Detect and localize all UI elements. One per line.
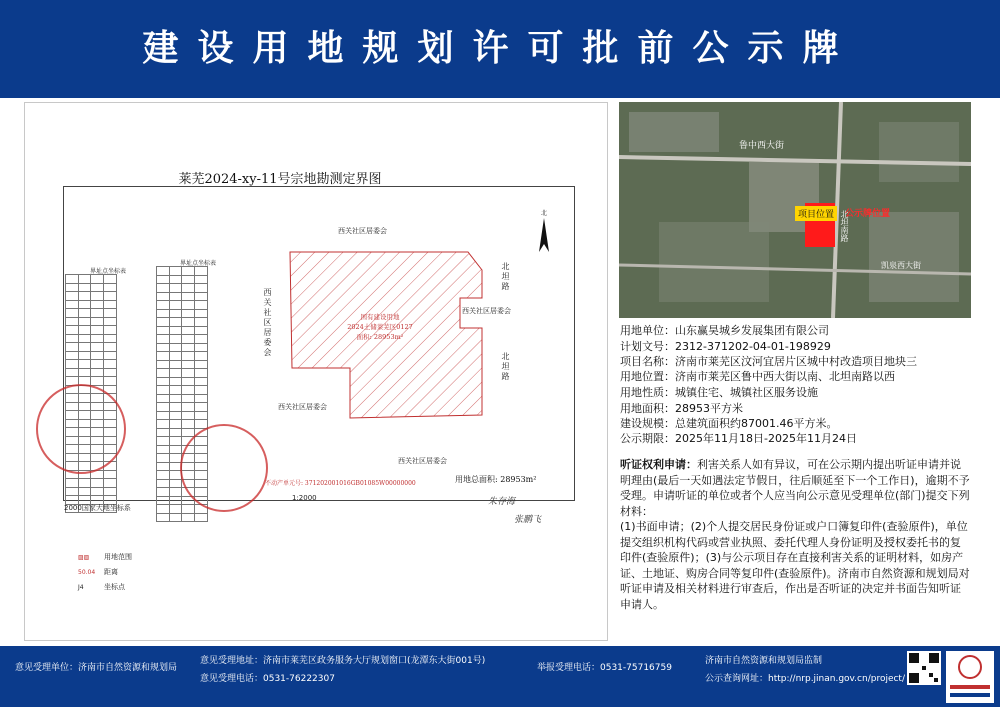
table-cell (66, 479, 79, 488)
table-cell (91, 317, 104, 326)
table-cell (182, 326, 195, 335)
table-row (157, 411, 208, 420)
table-cell (182, 352, 195, 361)
sat-sign-tag: 公示牌位置 (845, 209, 891, 219)
table-cell (194, 343, 207, 352)
hearing-materials: (1)书面申请；(2)个人提交居民身份证或户口簿复印件(查验原件)，单位提交组织机构代码或营业执照、委托代理人身份证明及授权委托书的复印件(查验原件)；(3)与公示项目存在直接利害关系的证明材料，如房产证、土地证、购房合同等复印件(查验原件)。济南市自然资源和规划局对听证申请及相关材料进行审查后，作出是否听证的决定并书面告知听证申请人。 (620, 520, 970, 611)
table-cell (169, 428, 182, 437)
road-right-2: 北坦路 (501, 352, 510, 382)
table-cell (182, 428, 195, 437)
table-cell (194, 377, 207, 386)
table-cell (91, 377, 104, 386)
table-cell (169, 496, 182, 505)
table-row (157, 394, 208, 403)
table-cell (157, 394, 170, 403)
table-cell (91, 360, 104, 369)
table-row (157, 352, 208, 361)
table-row (157, 369, 208, 378)
table-cell (169, 386, 182, 395)
legend-item-point: J4 坐标点 (78, 583, 125, 591)
map-scale: 1:2000 (292, 494, 317, 502)
table-row (157, 292, 208, 301)
table-cell (169, 335, 182, 344)
table-cell (182, 343, 195, 352)
table-cell (194, 318, 207, 327)
footer-opinion-phone: 意见受理电话：0531-76222307 (200, 674, 335, 684)
table-cell (194, 352, 207, 361)
table-cell (157, 471, 170, 480)
table-cell (91, 479, 104, 488)
table-cell (169, 292, 182, 301)
table-cell (194, 275, 207, 284)
table-row (157, 309, 208, 318)
table-cell (78, 479, 91, 488)
table-row (157, 343, 208, 352)
table-cell (182, 386, 195, 395)
table-cell (103, 309, 116, 318)
table-cell (66, 487, 79, 496)
satellite-image (619, 102, 971, 318)
table-cell (78, 368, 91, 377)
table-cell (157, 326, 170, 335)
table-cell (182, 292, 195, 301)
table-cell (157, 309, 170, 318)
neighbor-left: 西关社区居委会 (263, 288, 272, 358)
table-cell (194, 420, 207, 429)
signature-2: 张鹏飞 (514, 515, 542, 525)
table-cell (91, 351, 104, 360)
table-cell (169, 437, 182, 446)
table-cell (169, 505, 182, 514)
hearing-title: 听证权利申请： (620, 458, 697, 471)
table-cell (66, 317, 79, 326)
total-area-label: 用地总面积: 28953m² (455, 475, 537, 484)
table-cell (78, 275, 91, 284)
table-cell (103, 283, 116, 292)
footer-bar (0, 646, 1000, 707)
table-cell (157, 454, 170, 463)
table-cell (91, 334, 104, 343)
table-cell (157, 386, 170, 395)
table-cell (66, 275, 79, 284)
table-cell (182, 318, 195, 327)
table-cell (169, 394, 182, 403)
hearing-text: 利害关系人如有异议，可在公示期内提出听证申请并说明理由(最后一天如遇法定节假日，往后顺延至下一个工作日)，逾期不予受理。申请听证的单位或者个人应当向公示意见受理单位(部门)提交下列材料： (620, 458, 970, 518)
table-row (66, 479, 117, 488)
table-cell (194, 267, 207, 276)
table-cell (103, 292, 116, 301)
table-cell (103, 334, 116, 343)
table-cell (103, 470, 116, 479)
table-cell (182, 267, 195, 276)
table-cell (91, 292, 104, 301)
table-cell (157, 505, 170, 514)
table-cell (194, 284, 207, 293)
table-cell (78, 351, 91, 360)
table-cell (78, 334, 91, 343)
table-cell (157, 352, 170, 361)
neighbor-right: 西关社区居委会 (462, 307, 511, 315)
table-cell (194, 394, 207, 403)
coord-table-left-title: 界址点坐标表 (90, 268, 127, 275)
table-cell (169, 403, 182, 412)
table-cell (103, 300, 116, 309)
table-row (66, 300, 117, 309)
table-cell (78, 360, 91, 369)
table-row (157, 284, 208, 293)
table-cell (66, 309, 79, 318)
table-cell (194, 326, 207, 335)
table-cell (169, 326, 182, 335)
table-row (157, 335, 208, 344)
coord-table-right-title: 界址点坐标表 (180, 260, 217, 267)
table-cell (103, 351, 116, 360)
table-cell (182, 284, 195, 293)
table-cell (182, 411, 195, 420)
sat-project-tag: 项目位置 (795, 206, 837, 221)
footer-query-url[interactable]: 公示查询网址：http://nrp.jinan.gov.cn/project/ (705, 674, 905, 684)
table-cell (157, 479, 170, 488)
table-row (157, 318, 208, 327)
qr-code (907, 651, 941, 685)
table-cell (194, 386, 207, 395)
table-cell (78, 326, 91, 335)
table-cell (157, 462, 170, 471)
table-cell (194, 403, 207, 412)
signature-1: 朱存海 (488, 497, 516, 507)
table-cell (157, 488, 170, 497)
north-label: 北 (541, 210, 548, 217)
table-row (66, 368, 117, 377)
table-cell (169, 420, 182, 429)
footer-supervisor: 济南市自然资源和规划局监制 (705, 656, 823, 666)
table-cell (169, 411, 182, 420)
table-row (66, 326, 117, 335)
table-cell (194, 411, 207, 420)
table-cell (103, 479, 116, 488)
table-cell (91, 368, 104, 377)
table-cell (78, 343, 91, 352)
table-cell (103, 487, 116, 496)
table-cell (91, 309, 104, 318)
sat-road-3: 凯泉西大街 (881, 261, 921, 270)
table-cell (169, 275, 182, 284)
table-cell (169, 488, 182, 497)
table-cell (103, 317, 116, 326)
table-row (157, 386, 208, 395)
table-cell (78, 283, 91, 292)
table-cell (103, 275, 116, 284)
table-cell (157, 360, 170, 369)
table-cell (103, 360, 116, 369)
table-row (66, 334, 117, 343)
table-cell (157, 318, 170, 327)
table-cell (194, 309, 207, 318)
official-stamp-left (36, 384, 126, 474)
table-cell (157, 267, 170, 276)
table-cell (91, 487, 104, 496)
table-cell (157, 377, 170, 386)
road-right-1: 北坦路 (501, 262, 510, 292)
table-cell (157, 301, 170, 310)
table-row (66, 283, 117, 292)
table-row (157, 377, 208, 386)
table-cell (66, 351, 79, 360)
table-cell (169, 301, 182, 310)
table-cell (66, 360, 79, 369)
parcel-label: 国有建设用地 2024土储莱芜区0127 面积: 28953m² (347, 313, 413, 341)
table-cell (157, 343, 170, 352)
table-cell (66, 334, 79, 343)
table-cell (169, 479, 182, 488)
info-project-name: 项目名称：济南市莱芜区汶河宜居片区城中村改造项目地块三 (620, 355, 917, 368)
table-cell (157, 428, 170, 437)
table-row (66, 317, 117, 326)
page-title: 建设用地规划许可批前公示牌 (142, 28, 858, 69)
table-cell (157, 445, 170, 454)
table-cell (182, 309, 195, 318)
info-period: 公示期限：2025年11月18日-2025年11月24日 (620, 432, 857, 445)
info-location: 用地位置：济南市莱芜区鲁中西大街以南、北坦南路以西 (620, 370, 895, 383)
table-cell (66, 343, 79, 352)
info-land-nature: 用地性质：城镇住宅、城镇社区服务设施 (620, 386, 818, 399)
neighbor-bottom: 西关社区居委会 (398, 457, 447, 465)
table-cell (169, 343, 182, 352)
table-cell (169, 352, 182, 361)
table-cell (182, 275, 195, 284)
table-cell (66, 292, 79, 301)
table-row (66, 292, 117, 301)
table-cell (91, 300, 104, 309)
table-cell (194, 301, 207, 310)
table-cell (78, 292, 91, 301)
table-cell (182, 301, 195, 310)
official-stamp-right (180, 424, 268, 512)
table-cell (169, 309, 182, 318)
table-row (157, 505, 208, 514)
table-cell (78, 487, 91, 496)
info-plan-number: 计划文号：2312-371202-04-01-198929 (620, 340, 831, 353)
table-row (66, 309, 117, 318)
table-cell (157, 403, 170, 412)
table-cell (103, 343, 116, 352)
survey-map-title: 莱芜2024-xy-11号宗地勘测定界图 (178, 172, 382, 187)
table-cell (182, 513, 195, 522)
table-cell (157, 369, 170, 378)
table-cell (182, 369, 195, 378)
gov-badge (946, 651, 994, 703)
table-row (66, 343, 117, 352)
table-row (66, 487, 117, 496)
table-row (66, 360, 117, 369)
legend-item-range: ▨▨ 用地范围 (78, 553, 132, 561)
table-cell (66, 368, 79, 377)
table-row (157, 360, 208, 369)
table-cell (194, 369, 207, 378)
table-cell (169, 377, 182, 386)
table-cell (91, 283, 104, 292)
table-cell (182, 420, 195, 429)
table-row (157, 301, 208, 310)
table-cell (66, 283, 79, 292)
table-cell (66, 326, 79, 335)
table-cell (157, 275, 170, 284)
table-cell (66, 300, 79, 309)
table-cell (157, 437, 170, 446)
coordinate-datum: 2000国家大地坐标系 (64, 504, 131, 512)
table-cell (182, 360, 195, 369)
table-cell (103, 368, 116, 377)
table-row (157, 275, 208, 284)
hearing-rights (620, 457, 970, 612)
neighbor-top: 西关社区居委会 (338, 227, 387, 235)
table-cell (182, 403, 195, 412)
info-build-scale: 建设规模：总建筑面积约87001.46平方米。 (620, 417, 838, 430)
table-cell (157, 292, 170, 301)
table-cell (169, 360, 182, 369)
table-cell (157, 284, 170, 293)
footer-report-phone: 举报受理电话：0531-75716759 (537, 663, 672, 673)
sat-road-2: 北坦南路 (840, 210, 849, 242)
table-cell (78, 309, 91, 318)
table-cell (182, 377, 195, 386)
table-cell (103, 377, 116, 386)
table-cell (169, 267, 182, 276)
legend-item-distance: 50.04 距离 (78, 568, 118, 576)
table-cell (169, 284, 182, 293)
info-land-area: 用地面积：28953平方米 (620, 402, 743, 415)
table-cell (157, 335, 170, 344)
table-cell (78, 317, 91, 326)
table-cell (194, 335, 207, 344)
table-row (157, 326, 208, 335)
table-cell (91, 326, 104, 335)
table-cell (157, 420, 170, 429)
neighbor-bottom-left: 西关社区居委会 (278, 403, 327, 411)
sat-road-1: 鲁中西大街 (739, 141, 785, 151)
footer-opinion-address: 意见受理地址：济南市莱芜区政务服务大厅规划窗口(龙潭东大街001号) (200, 656, 486, 666)
table-cell (91, 275, 104, 284)
table-row (157, 403, 208, 412)
table-cell (194, 292, 207, 301)
table-cell (169, 445, 182, 454)
table-cell (182, 394, 195, 403)
table-row (66, 351, 117, 360)
table-row (157, 267, 208, 276)
table-row (66, 275, 117, 284)
realty-unit-number: 不动产单元号: 371202001016GB01085W00000000 (265, 480, 416, 487)
table-row (157, 513, 208, 522)
table-cell (91, 343, 104, 352)
table-cell (103, 326, 116, 335)
table-cell (182, 505, 195, 514)
table-cell (157, 513, 170, 522)
table-cell (169, 318, 182, 327)
table-cell (194, 513, 207, 522)
table-cell (182, 335, 195, 344)
table-cell (157, 411, 170, 420)
table-cell (169, 513, 182, 522)
table-cell (157, 496, 170, 505)
table-row (157, 420, 208, 429)
table-cell (78, 300, 91, 309)
footer-opinion-unit: 意见受理单位：济南市自然资源和规划局 (15, 663, 178, 673)
info-unit: 用地单位：山东赢昊城乡发展集团有限公司 (620, 324, 829, 337)
table-cell (169, 369, 182, 378)
table-cell (194, 360, 207, 369)
